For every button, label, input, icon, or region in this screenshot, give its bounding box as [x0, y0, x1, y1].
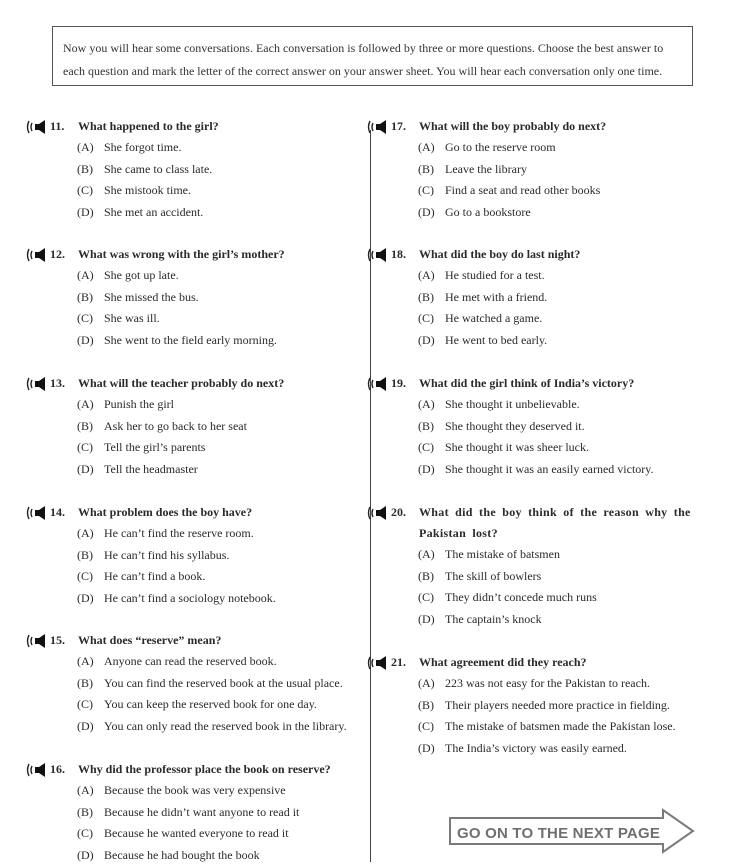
question-number: 18. [391, 247, 406, 261]
option-c[interactable]: (C) Because he wanted everyone to read it [77, 826, 289, 840]
option-b[interactable]: (B) The skill of bowlers [418, 568, 542, 583]
question-21 [367, 652, 707, 759]
option-c[interactable]: (C) You can keep the reserved book for one day. [77, 697, 317, 711]
question-text: Why did the professor place the book on reserve? [78, 762, 331, 776]
option-b[interactable]: (B) You can find the reserved book at the usual place. [77, 675, 343, 690]
option-b[interactable]: (B) Leave the library [418, 161, 527, 176]
option-d[interactable]: (D) You can only read the reserved book in the library. [77, 718, 347, 733]
audio-speaker-icon[interactable] [26, 376, 48, 392]
option-b[interactable]: (B) She thought they deserved it. [418, 418, 585, 433]
option-d[interactable]: (D) She thought it was an easily earned victory. [418, 461, 654, 476]
question-number: 21. [391, 655, 406, 669]
question-12 [26, 244, 366, 351]
option-d[interactable]: (D) He went to bed early. [418, 332, 548, 347]
question-number: 14. [50, 505, 65, 519]
question-13 [26, 373, 366, 480]
audio-speaker-icon[interactable] [26, 505, 48, 521]
next-page-label[interactable]: GO ON TO THE NEXT PAGE [457, 825, 661, 842]
question-number: 15. [50, 633, 65, 647]
question-17 [367, 116, 707, 223]
question-text: What does “reserve” mean? [78, 633, 222, 647]
audio-speaker-icon[interactable] [26, 633, 48, 649]
question-text: What happened to the girl? [78, 119, 219, 133]
option-c[interactable]: (C) She thought it was sheer luck. [418, 440, 589, 454]
option-d[interactable]: (D) She met an accident. [77, 204, 204, 219]
question-text: What agreement did they reach? [419, 655, 587, 669]
question-text: What did the boy do last night? [419, 247, 581, 261]
question-15 [26, 630, 366, 737]
question-11 [26, 116, 366, 223]
question-number: 13. [50, 376, 65, 390]
option-c[interactable]: (C) She was ill. [77, 311, 160, 325]
option-a[interactable]: (A) He studied for a test. [418, 268, 545, 282]
question-text: What was wrong with the girl’s mother? [78, 247, 285, 261]
option-d[interactable]: (D) The India’s victory was easily earned. [418, 740, 627, 755]
audio-speaker-icon[interactable] [26, 762, 48, 778]
audio-speaker-icon[interactable] [367, 119, 389, 135]
option-c[interactable]: (C) Find a seat and read other books [418, 183, 601, 197]
option-d[interactable]: (D) The captain’s knock [418, 611, 542, 626]
option-a[interactable]: (A) Go to the reserve room [418, 140, 556, 154]
question-19 [367, 373, 707, 480]
option-c[interactable]: (C) He watched a game. [418, 311, 543, 325]
question-text: What did the girl think of India’s victory? [419, 376, 635, 390]
question-text: What will the boy probably do next? [419, 119, 607, 133]
option-d[interactable]: (D) He can’t find a sociology notebook. [77, 590, 276, 605]
question-number: 17. [391, 119, 406, 133]
option-b[interactable]: (B) Their players needed more practice in fielding. [418, 697, 670, 712]
question-number: 11. [50, 119, 65, 133]
option-a[interactable]: (A) He can’t find the reserve room. [77, 526, 254, 540]
option-b[interactable]: (B) Because he didn’t want anyone to read it [77, 804, 300, 819]
option-a[interactable]: (A) She thought it unbelievable. [418, 397, 580, 411]
question-text: What did the boy think of the reason why the Pakistan lost? [419, 505, 691, 540]
audio-speaker-icon[interactable] [367, 376, 389, 392]
question-20 [367, 502, 707, 630]
option-d[interactable]: (D) Because he had bought the book [77, 847, 260, 862]
option-b[interactable]: (B) She came to class late. [77, 161, 213, 176]
option-d[interactable]: (D) She went to the field early morning. [77, 332, 277, 347]
option-b[interactable]: (B) She missed the bus. [77, 289, 199, 304]
option-b[interactable]: (B) He can’t find his syllabus. [77, 547, 230, 562]
option-c[interactable]: (C) He can’t find a book. [77, 569, 206, 583]
instructions-box [52, 26, 693, 86]
question-18 [367, 244, 707, 351]
option-d[interactable]: (D) Tell the headmaster [77, 461, 198, 476]
option-c[interactable]: (C) The mistake of batsmen made the Pakistan lose. [418, 719, 676, 733]
option-c[interactable]: (C) Tell the girl’s parents [77, 440, 206, 454]
option-c[interactable]: (C) She mistook time. [77, 183, 191, 197]
option-d[interactable]: (D) Go to a bookstore [418, 204, 531, 219]
option-a[interactable]: (A) Anyone can read the reserved book. [77, 654, 277, 668]
option-a[interactable]: (A) Because the book was very expensive [77, 783, 286, 797]
audio-speaker-icon[interactable] [26, 247, 48, 263]
question-number: 12. [50, 247, 65, 261]
option-a[interactable]: (A) 223 was not easy for the Pakistan to reach. [418, 676, 650, 690]
question-16 [26, 759, 366, 866]
option-c[interactable]: (C) They didn’t concede much runs [418, 590, 597, 604]
option-a[interactable]: (A) Punish the girl [77, 397, 175, 411]
option-a[interactable]: (A) She got up late. [77, 268, 179, 282]
audio-speaker-icon[interactable] [26, 119, 48, 135]
audio-speaker-icon[interactable] [367, 655, 389, 671]
option-b[interactable]: (B) Ask her to go back to her seat [77, 418, 247, 433]
audio-speaker-icon[interactable] [367, 247, 389, 263]
question-text: What problem does the boy have? [78, 505, 253, 519]
question-number: 20. [391, 505, 406, 519]
option-b[interactable]: (B) He met with a friend. [418, 289, 548, 304]
question-text: What will the teacher probably do next? [78, 376, 285, 390]
question-number: 19. [391, 376, 406, 390]
question-number: 16. [50, 762, 65, 776]
option-a[interactable]: (A) The mistake of batsmen [418, 547, 560, 561]
instructions-text: Now you will hear some conversations. Each conversation is followed by three or more questions. Choose the best answer to each question and mark the letter of the correct answer on your answer sheet. You will hear each conversation only one time. [63, 41, 664, 78]
option-a[interactable]: (A) She forgot time. [77, 140, 182, 154]
audio-speaker-icon[interactable] [367, 505, 389, 521]
question-14 [26, 502, 366, 609]
